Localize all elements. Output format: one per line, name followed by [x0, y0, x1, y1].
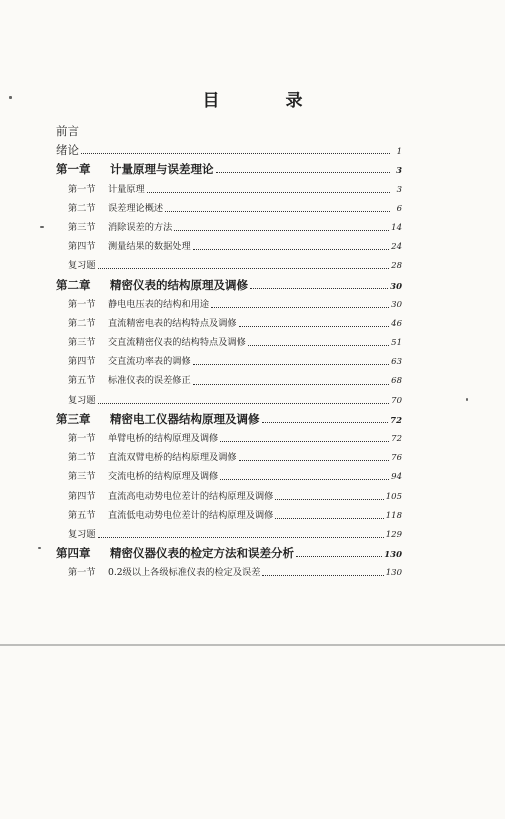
dot-leader	[262, 575, 383, 576]
page-title: 目 录	[202, 91, 333, 111]
toc-page-number: 76	[391, 453, 402, 464]
toc-page-number: 6	[396, 203, 402, 214]
toc-section-row	[56, 448, 402, 467]
toc-review-row	[56, 391, 402, 410]
toc-section-row	[56, 180, 402, 199]
toc-entry-title: 误差理论概述	[108, 202, 164, 214]
toc-entry-title: 前言	[56, 124, 79, 138]
toc-entry-title: 计量原理与误差理论	[110, 162, 214, 177]
toc-entry-title: 交直流功率表的调修	[108, 356, 191, 368]
toc-section-row	[56, 487, 402, 506]
dot-leader	[98, 268, 390, 269]
toc-page-number: 72	[390, 415, 402, 426]
toc-entry-number: 第四章	[56, 546, 91, 561]
toc-entry-title: 0.2级以上各级标准仪表的检定及误差	[108, 567, 261, 579]
toc-entry-number: 第二章	[56, 277, 91, 292]
toc-entry-number: 第四节	[68, 241, 96, 253]
toc-entry-number: 第一节	[68, 433, 96, 444]
toc-page-number: 130	[385, 568, 402, 579]
toc-page-number: 63	[391, 357, 402, 368]
toc-entry-number: 第五节	[68, 375, 96, 387]
toc-entry-number: 第一节	[68, 183, 96, 195]
toc-section-row	[56, 467, 402, 486]
toc-entry-number: 第三节	[68, 471, 96, 483]
toc-entry-number: 第三节	[68, 221, 96, 233]
toc-entry-title: 计量原理	[108, 183, 145, 195]
toc-page-number: 118	[385, 510, 402, 521]
toc-section-row	[56, 237, 402, 256]
dot-leader	[296, 556, 382, 557]
toc-entry-number: 第四节	[68, 356, 96, 368]
dot-leader	[275, 518, 383, 519]
dot-leader	[211, 307, 389, 308]
dot-leader	[275, 499, 383, 500]
toc-entry-title: 精密仪表的结构原理及调修	[110, 277, 248, 292]
toc-entry-number: 第一节	[68, 567, 96, 579]
toc-entry-number: 第二节	[68, 317, 96, 329]
dot-leader	[220, 441, 389, 442]
dot-leader	[174, 230, 389, 231]
page-bottom-rule	[0, 644, 505, 646]
dot-leader	[239, 326, 390, 327]
toc-entry-title: 绪论	[56, 143, 79, 158]
dot-leader	[165, 211, 390, 212]
toc-section-row	[56, 333, 402, 352]
toc-entry-number: 第五节	[68, 509, 96, 521]
scan-speck	[466, 398, 468, 401]
toc-entry-number: 第三节	[68, 337, 96, 349]
toc-entry-title: 标准仪表的误差修正	[108, 375, 191, 387]
toc-page-number: 1	[396, 147, 402, 158]
table-of-contents	[56, 122, 402, 583]
toc-entry-row	[56, 141, 402, 160]
toc-page-number: 28	[391, 261, 402, 272]
toc-entry-number: 第三章	[56, 411, 91, 426]
toc-entry-title: 直流精密电表的结构特点及调修	[108, 317, 237, 329]
toc-entry-number: 第二节	[68, 452, 96, 464]
toc-review-row	[56, 525, 402, 544]
dot-leader	[250, 288, 388, 289]
toc-entry-title: 精密仪器仪表的检定方法和误差分析	[110, 546, 294, 561]
dot-leader	[193, 364, 389, 365]
toc-entry-title: 单臂电桥的结构原理及调修	[108, 433, 219, 444]
toc-entry-title: 直流高电动势电位差计的结构原理及调修	[108, 490, 274, 502]
toc-section-row	[56, 295, 402, 314]
dot-leader	[81, 153, 390, 154]
toc-chapter-row	[56, 276, 402, 295]
toc-review-row	[56, 256, 402, 275]
toc-entry-title: 直流双臂电桥的结构原理及调修	[108, 452, 237, 464]
toc-page-number: 30	[390, 281, 402, 292]
dot-leader	[193, 384, 389, 385]
toc-entry-title: 直流低电动势电位差计的结构原理及调修	[108, 509, 274, 521]
toc-entry-title: 测量结果的数据处理	[108, 241, 191, 253]
toc-section-row	[56, 352, 402, 371]
dot-leader	[147, 192, 390, 193]
dot-leader	[220, 479, 389, 480]
toc-page-number: 68	[391, 376, 402, 387]
toc-page-number: 129	[385, 529, 402, 540]
scan-speck	[40, 226, 44, 228]
toc-section-row	[56, 314, 402, 333]
toc-entry-title: 静电电压表的结构和用途	[108, 298, 210, 310]
scan-speck	[9, 96, 12, 99]
toc-entry-number: 第一章	[56, 162, 91, 177]
dot-leader	[98, 403, 390, 404]
toc-page-number: 3	[396, 184, 402, 195]
toc-entry-title: 消除误差的方法	[108, 221, 173, 233]
toc-section-row	[56, 563, 402, 582]
toc-entry-title: 精密电工仪器结构原理及调修	[110, 411, 260, 426]
toc-section-row	[56, 199, 402, 218]
toc-entry-title: 交流电桥的结构原理及调修	[108, 471, 219, 483]
toc-entry-row	[56, 122, 402, 141]
toc-page-number: 14	[391, 222, 402, 233]
dot-leader	[216, 172, 391, 173]
toc-page-number: 72	[391, 434, 402, 444]
toc-page-number: 46	[391, 318, 402, 329]
toc-page-number: 3	[396, 166, 402, 177]
toc-page-number: 30	[391, 299, 402, 310]
toc-section-row	[56, 506, 402, 525]
dot-leader	[193, 249, 389, 250]
toc-page-number: 24	[391, 242, 402, 253]
toc-entry-number: 第四节	[68, 490, 96, 502]
toc-section-row	[56, 218, 402, 237]
toc-chapter-row	[56, 160, 402, 179]
toc-page-number: 51	[391, 338, 402, 349]
toc-entry-title: 复习题	[68, 528, 96, 540]
dot-leader	[239, 460, 390, 461]
toc-entry-title: 复习题	[68, 260, 96, 272]
toc-page-number: 70	[391, 395, 402, 406]
dot-leader	[262, 422, 389, 423]
toc-section-row	[56, 429, 402, 448]
toc-section-row	[56, 371, 402, 390]
toc-page-number: 130	[384, 550, 402, 561]
toc-entry-title: 交直流精密仪表的结构特点及调修	[108, 337, 246, 349]
toc-entry-number: 第二节	[68, 202, 96, 214]
toc-entry-title: 复习题	[68, 394, 96, 406]
dot-leader	[98, 537, 384, 538]
scan-speck	[38, 547, 41, 549]
toc-chapter-row	[56, 544, 402, 563]
toc-chapter-row	[56, 410, 402, 429]
dot-leader	[248, 345, 389, 346]
toc-page-number: 94	[391, 472, 402, 483]
toc-page-number: 105	[385, 491, 402, 502]
toc-entry-number: 第一节	[68, 298, 96, 310]
